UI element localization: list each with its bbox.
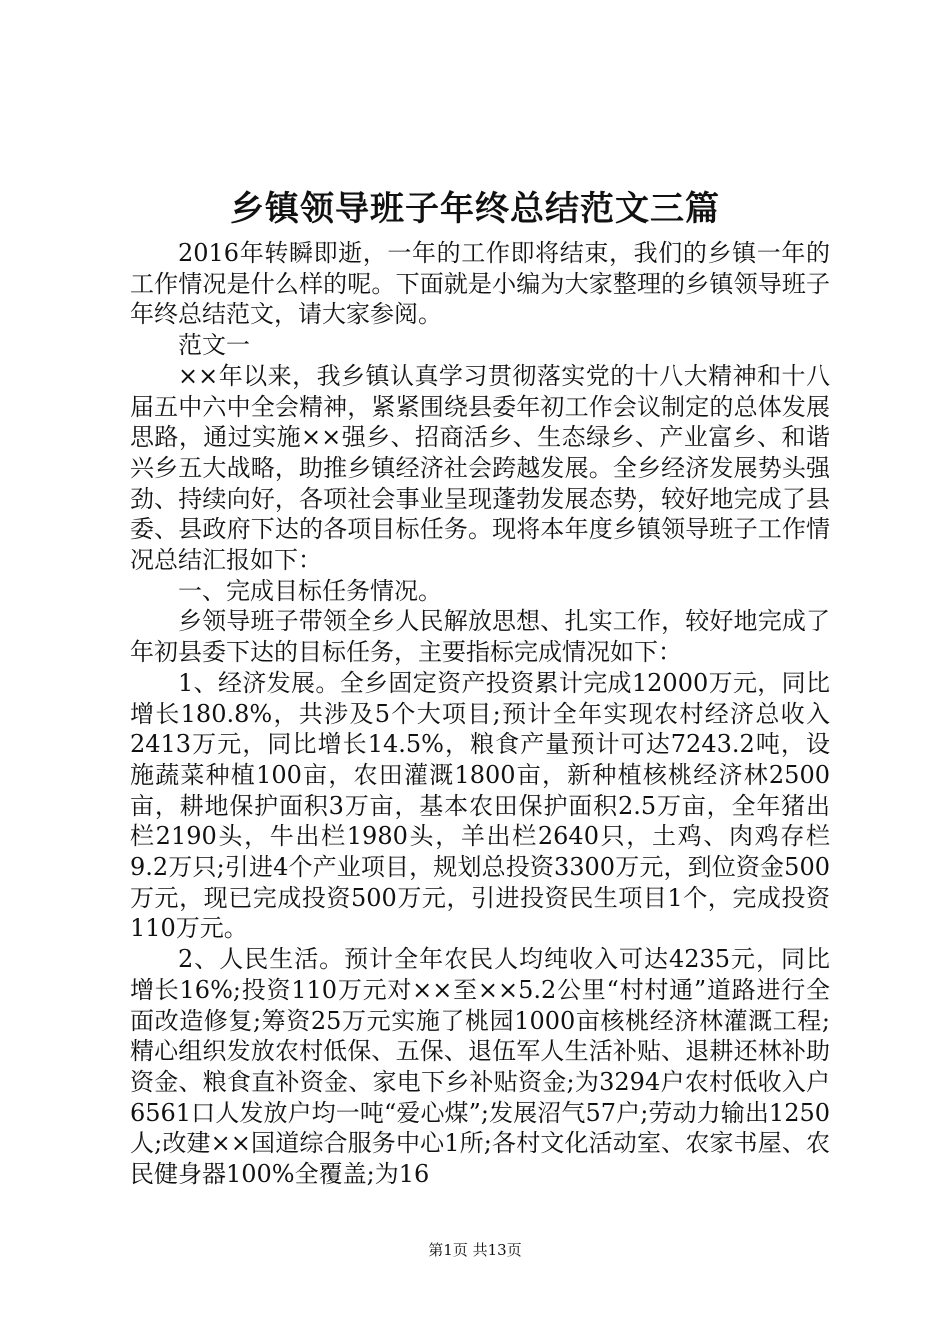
document-body [130,238,830,1190]
document-title: 乡镇领导班子年终总结范文三篇 [230,189,720,229]
paragraph-economic-development: 1、经济发展。全乡固定资产投资累计完成12000万元，同比增长180.8%，共涉及5个大项目;预计全年实现农村经济总收入2413万元，同比增长14.5%，粮食产量预计可达7243.2吨，设施蔬菜种植100亩，农田灌溉1800亩，新种植核桃经济林2500亩，耕地保护面积3万亩，基本农田保护面积2.5万亩，全年猪出栏2190头，牛出栏1980头，羊出栏2640只，土鸡、肉鸡存栏9.2万只;引进4个产业项目，规划总投资3300万元，到位资金500万元，现已完成投资500万元，引进投资民生项目1个，完成投资110万元。 [130,668,830,943]
paragraph-heading-targets: 一、完成目标任务情况。 [178,576,442,605]
paragraph-people-livelihood: 2、人民生活。预计全年农民人均纯收入可达4235元，同比增长16%;投资110万元对××至××5.2公里“村村通”道路进行全面改造修复;筹资25万元实施了桃园1000亩核桃经济林灌溉工程;精心组织发放农村低保、五保、退伍军人生活补贴、退耕还林补助资金、粮食直补资金、家电下乡补贴资金;为3294户农村低收入户6561口人发放户均一吨“爱心煤”;发展沼气57户;劳动力输出1250人;改建××国道综合服务中心1所;各村文化活动室、农家书屋、农民健身器100%全覆盖;为16 [130,945,830,1189]
page-number-footer: 第1页 共13页 [428,1241,522,1259]
paragraph-overview: ××年以来，我乡镇认真学习贯彻落实党的十八大精神和十八届五中六中全会精神，紧紧围绕县委年初工作会议制定的总体发展思路，通过实施××强乡、招商活乡、生态绿乡、产业富乡、和谐兴乡五大战略，助推乡镇经济社会跨越发展。全乡经济发展势头强劲、持续向好，各项社会事业呈现蓬勃发展态势，较好地完成了县委、县政府下达的各项目标任务。现将本年度乡镇领导班子工作情况总结汇报如下： [130,361,830,575]
paragraph-targets-summary: 乡领导班子带领全乡人民解放思想、扎实工作，较好地完成了年初县委下达的目标任务，主要指标完成情况如下： [130,607,830,667]
paragraph-section-heading: 范文一 [178,331,250,360]
paragraph-intro: 2016年转瞬即逝，一年的工作即将结束，我们的乡镇一年的工作情况是什么样的呢。下面就是小编为大家整理的乡镇领导班子年终总结范文，请大家参阅。 [130,239,830,329]
